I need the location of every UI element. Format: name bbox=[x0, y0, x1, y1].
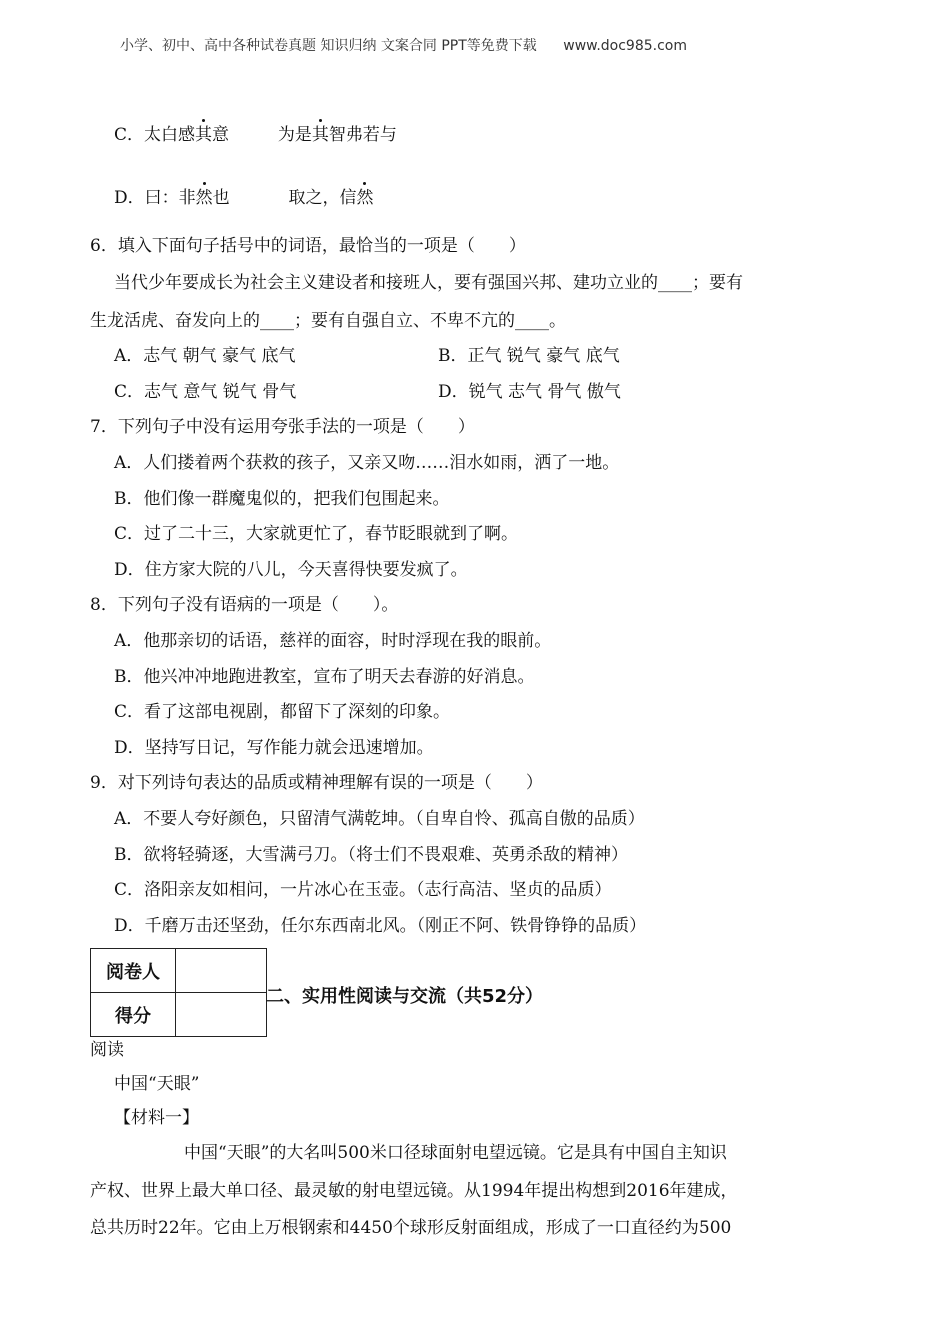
q6-text-line2: 生龙活虎、奋发向上的____；要有自强自立、不卑不亢的____。 bbox=[90, 311, 566, 331]
reviewer-field[interactable] bbox=[176, 949, 267, 993]
q8-option-c[interactable]: C．看了这部电视剧，都留下了深刻的印象。 bbox=[114, 702, 451, 722]
header-text: 小学、初中、高中各种试卷真题 知识归纳 文案合同 PPT等免费下载 bbox=[120, 38, 537, 54]
q7-option-a[interactable]: A．人们搂着两个获救的孩子，又亲又吻……泪水如雨，洒了一地。 bbox=[114, 453, 620, 473]
q6-option-c[interactable]: C．志气 意气 锐气 骨气 bbox=[114, 382, 297, 402]
q8-option-b[interactable]: B．他兴冲冲地跑进教室，宣布了明天去春游的好消息。 bbox=[114, 667, 535, 687]
passage-line1: 中国“天眼”的大名叫500米口径球面射电望远镜。它是具有中国自主知识 bbox=[184, 1143, 727, 1163]
q7-option-c[interactable]: C．过了二十三，大家就更忙了，春节眨眼就到了啊。 bbox=[114, 524, 519, 544]
section-title: 二、实用性阅读与交流（共52分） bbox=[266, 986, 544, 1007]
q6-stem: 6．填入下面句子括号中的词语，最恰当的一项是（ ） bbox=[90, 236, 526, 256]
q9-option-b[interactable]: B．欲将轻骑逐，大雪满弓刀。（将士们不畏艰难、英勇杀敌的精神） bbox=[114, 845, 628, 865]
material-label: 【材料一】 bbox=[114, 1108, 199, 1128]
q7-option-b[interactable]: B．他们像一群魔鬼似的，把我们包围起来。 bbox=[114, 489, 450, 509]
passage-line3: 总共历时22年。它由上万根钢索和4450个球形反射面组成，形成了一口直径约为500 bbox=[90, 1218, 732, 1238]
dotted-char: 然 bbox=[195, 188, 213, 208]
q8-option-a[interactable]: A．他那亲切的话语，慈祥的面容，时时浮现在我的眼前。 bbox=[114, 631, 552, 651]
q8-stem: 8．下列句子没有语病的一项是（ ）。 bbox=[90, 595, 399, 615]
score-label: 得分 bbox=[91, 993, 176, 1037]
q5-option-d[interactable]: D．曰：非然也 取之，信然 bbox=[114, 188, 374, 208]
passage-line2: 产权、世界上最大单口径、最灵敏的射电望远镜。从1994年提出构想到2016年建成， bbox=[90, 1181, 738, 1201]
q9-option-a[interactable]: A．不要人夸好颜色，只留清气满乾坤。（自卑自怜、孤高自傲的品质） bbox=[114, 809, 645, 829]
q7-stem: 7．下列句子中没有运用夸张手法的一项是（ ） bbox=[90, 417, 475, 437]
q6-option-a[interactable]: A．志气 朝气 豪气 底气 bbox=[114, 346, 296, 366]
score-table bbox=[90, 948, 267, 1037]
q5-option-c[interactable]: C．太白感其意 为是其智弗若与 bbox=[114, 125, 397, 145]
dotted-char: 然 bbox=[356, 188, 374, 208]
q9-stem: 9．对下列诗句表达的品质或精神理解有误的一项是（ ） bbox=[90, 773, 543, 793]
q9-option-d[interactable]: D．千磨万击还坚劲，任尔东西南北风。（刚正不阿、铁骨铮铮的品质） bbox=[114, 916, 647, 936]
q8-option-d[interactable]: D．坚持写日记，写作能力就会迅速增加。 bbox=[114, 738, 434, 758]
header-url[interactable]: www.doc985.com bbox=[563, 38, 687, 54]
q6-option-b[interactable]: B．正气 锐气 豪气 底气 bbox=[438, 346, 620, 366]
read-label: 阅读 bbox=[90, 1040, 124, 1060]
reviewer-label: 阅卷人 bbox=[91, 949, 176, 993]
passage-title: 中国“天眼” bbox=[114, 1074, 200, 1094]
q7-option-d[interactable]: D．住方家大院的八儿，今天喜得快要发疯了。 bbox=[114, 560, 468, 580]
dotted-char: 其 bbox=[311, 125, 329, 145]
score-field[interactable] bbox=[176, 993, 267, 1037]
q6-option-d[interactable]: D．锐气 志气 骨气 傲气 bbox=[438, 382, 621, 402]
q6-text-line1: 当代少年要成长为社会主义建设者和接班人，要有强国兴邦、建功立业的____；要有 bbox=[114, 273, 743, 293]
q9-option-c[interactable]: C．洛阳亲友如相问，一片冰心在玉壶。（志行高洁、坚贞的品质） bbox=[114, 880, 612, 900]
page-header bbox=[120, 34, 687, 58]
dotted-char: 其 bbox=[195, 125, 213, 145]
